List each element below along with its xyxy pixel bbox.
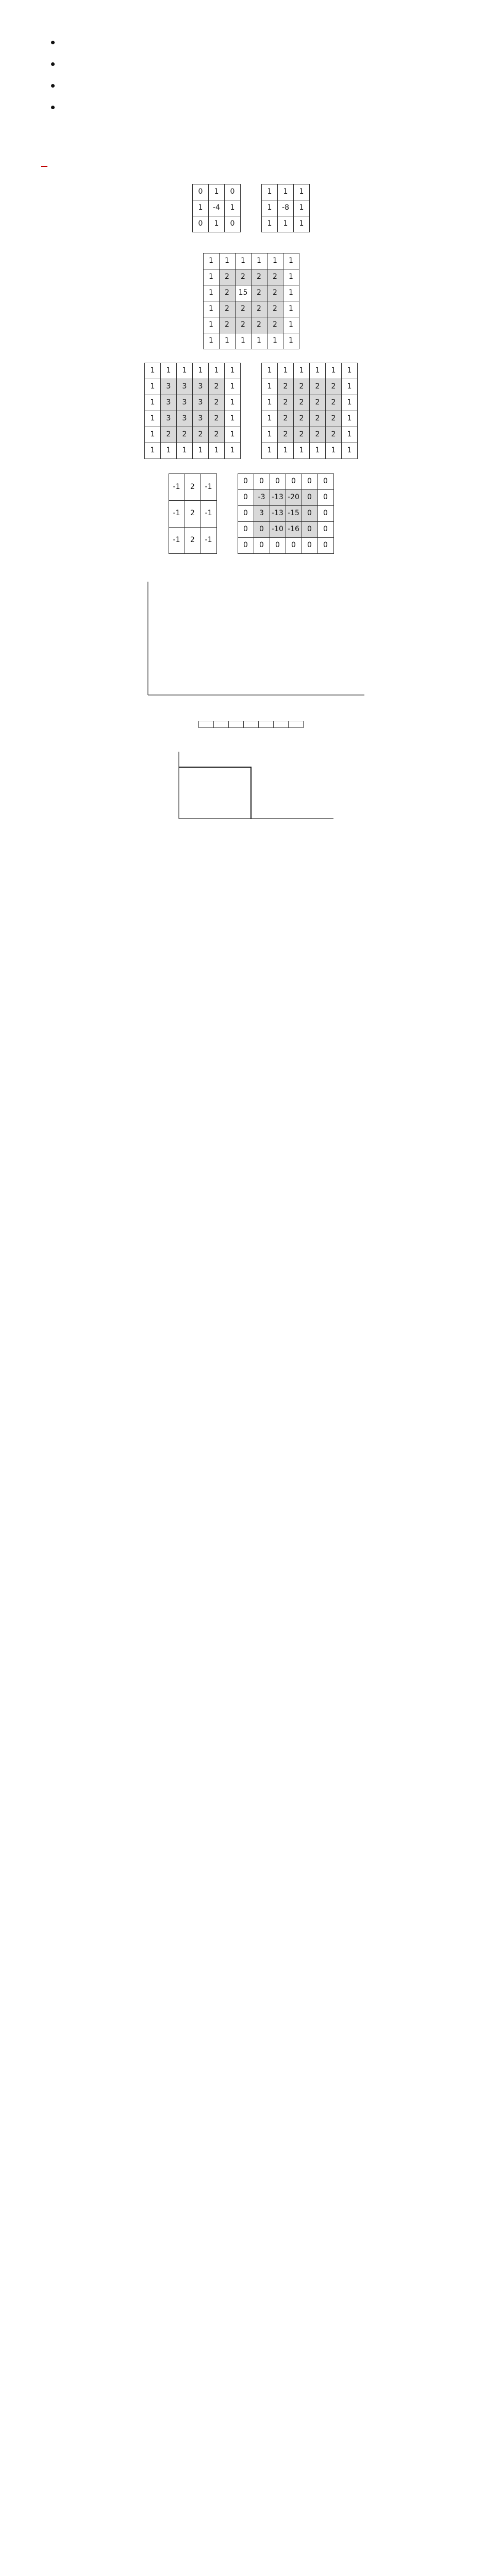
median-filter-grid: 1 1 1 1 1 1 1 2 2 2 2 1 1 2 2 2 2 1 1 2 2 2 2 1 1 2 2 2 2 1 1 1 1 1 1 1 [261, 363, 358, 459]
kernel-block [192, 184, 241, 240]
exam-types-list [62, 31, 461, 117]
kernel-row [41, 184, 461, 240]
laplacian-kernel-1: 0 1 0 1 -4 1 0 1 0 [192, 184, 241, 232]
ilpf-profile-diagram [158, 741, 344, 834]
type-item [62, 31, 461, 53]
table-header-row [199, 721, 304, 728]
laplacian-kernel-2: 1 1 1 1 -8 1 1 1 1 [261, 184, 310, 232]
filter-result-row [41, 363, 461, 466]
equalization-table [198, 721, 304, 728]
type-item [62, 53, 461, 74]
kernel-block [261, 184, 310, 240]
grid-block [144, 363, 241, 466]
profile-curve [179, 767, 251, 819]
template-result-grid: 0 0 0 0 0 0 0 -3 -13 -20 0 0 0 3 -13 -15 0 0 0 0 -10 -16 0 0 0 0 0 0 0 0 [238, 473, 334, 554]
grid-block [261, 363, 358, 466]
original-image-grid: 1 1 1 1 1 1 1 2 2 2 2 1 1 2 15 2 2 1 1 2 2 2 2 1 1 2 2 2 2 1 1 1 1 1 1 1 [203, 253, 299, 349]
term-highlight [41, 159, 461, 171]
terms-list [41, 159, 461, 171]
histogram-chart [122, 561, 380, 716]
filter-grid-row [41, 253, 461, 357]
mean-filter-grid: 1 1 1 1 1 1 1 3 3 3 2 1 1 3 3 3 2 1 1 3 3 3 2 1 1 2 2 2 2 1 1 1 1 1 1 1 [144, 363, 241, 459]
type-item [62, 74, 461, 96]
exam-notes-page [0, 0, 502, 834]
template-row [41, 473, 461, 554]
grid-block [203, 253, 299, 357]
template-kernel: -1 2 -1 -1 2 -1 -1 2 -1 [169, 473, 217, 554]
type-item [62, 96, 461, 117]
